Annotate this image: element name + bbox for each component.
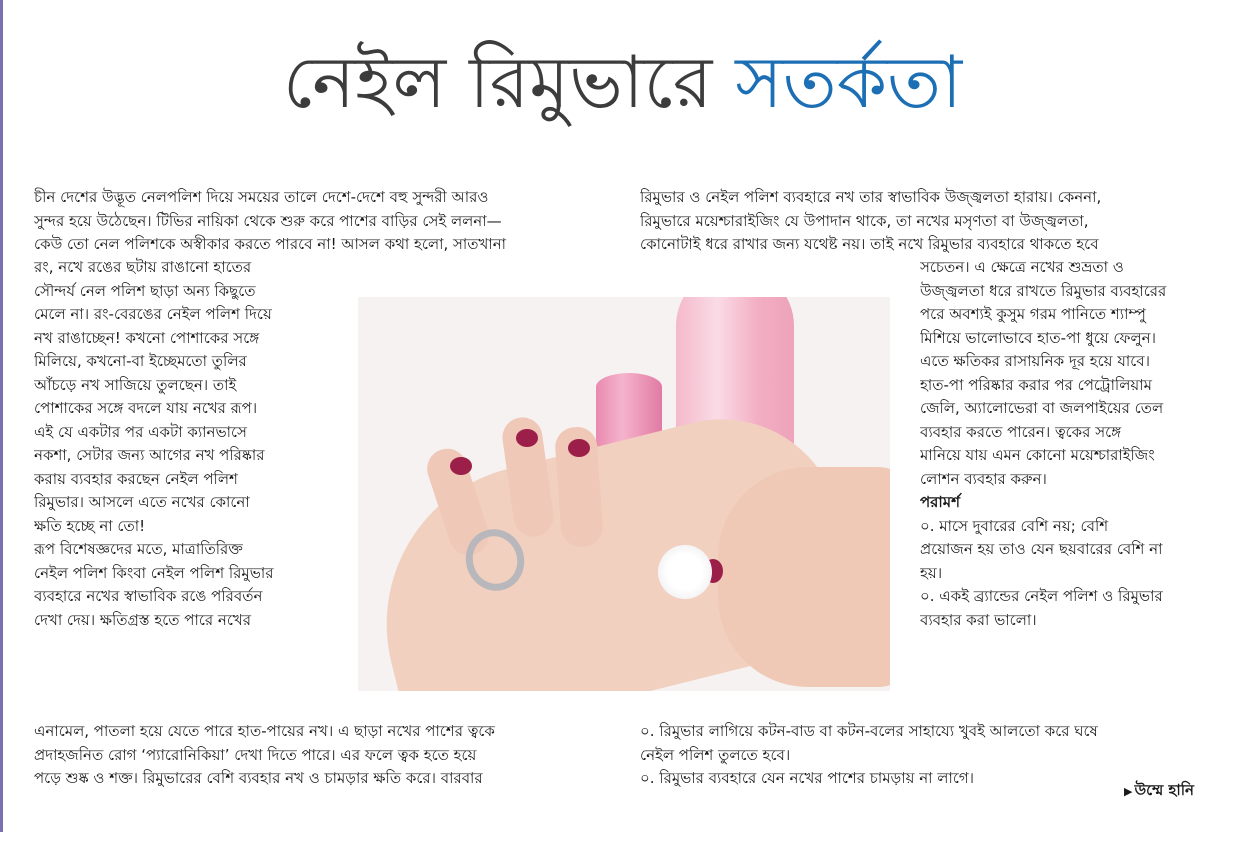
advice-heading: পরামর্শ <box>920 493 960 511</box>
text-line: মানিয়ে যায় এমন কোনো ময়েশ্চারাইজিং <box>920 446 1155 464</box>
text-line: ব্যবহার করতে পারেন। ত্বকের সঙ্গে <box>920 422 1122 441</box>
text-line: এতে ক্ষতিকর রাসায়নিক দূর হয়ে যাবে। <box>920 352 1151 370</box>
text-line: ০. রিমুভার লাগিয়ে কটন-বাড বা কটন-বলের সাহায্যে খুবই আলতো করে ঘষে <box>640 722 1098 740</box>
text-line: উজ্জ্বলতা ধরে রাখতে রিমুভার ব্যবহারের <box>920 281 1167 300</box>
text-line: ব্যবহারে নখের স্বাভাবিক রঙে পরিবর্তন <box>34 587 263 605</box>
text-line: কেউ তো নেল পলিশকে অস্বীকার করতে পারবে না! আসল কথা হলো, সাতখানা <box>34 235 507 253</box>
col2-intro <box>640 186 1220 257</box>
text-line: দেখা দেয়। ক্ষতিগ্রস্ত হতে পারে নখের <box>34 610 251 629</box>
text-line: হাত-পা পরিষ্কার করার পর পেট্রোলিয়াম <box>920 375 1152 394</box>
text-line: এই যে একটার পর একটা ক্যানভাসে <box>34 422 247 441</box>
text-line: সচেতন। এ ক্ষেত্রে নখের শুভ্রতা ও <box>920 258 1124 276</box>
text-line: নেইল পলিশ তুলতে হবে। <box>640 745 791 764</box>
author-byline <box>1124 779 1194 803</box>
text-line: রিমুভার ও নেইল পলিশ ব্যবহারে নখ তার স্বাভাবিক উজ্জ্বলতা হারায়। কেননা, <box>640 188 1102 206</box>
advice-line: ০. একই ব্র্যান্ডের নেইল পলিশ ও রিমুভার <box>920 587 1163 605</box>
text-line: রিমুভারে ময়েশ্চারাইজিং যে উপাদান থাকে, তা নখের মসৃণতা বা উজ্জ্বলতা, <box>640 211 1089 230</box>
text-line: মিশিয়ে ভালোভাবে হাত-পা ধুয়ে ফেলুন। <box>920 328 1156 347</box>
col1-intro <box>34 186 614 257</box>
text-line: সুন্দর হয়ে উঠেছেন। টিভির নায়িকা থেকে শুরু করে পাশের বাড়ির সেই ললনা— <box>34 211 502 230</box>
text-line: কোনোটাই ধরে রাখার জন্য যথেষ্ট নয়। তাই নখে রিমুভার ব্যবহারে থাকতে হবে <box>640 235 1099 253</box>
text-line: করায় ব্যবহার করছেন নেইল পলিশ <box>34 469 238 488</box>
text-line: নকশা, সেটার জন্য আগের নখ পরিষ্কার <box>34 446 265 464</box>
text-line: পরে অবশ্যই কুসুম গরম পানিতে শ্যাম্পু <box>920 305 1146 323</box>
painted-nail <box>516 429 538 447</box>
text-line: আঁচড়ে নখ সাজিয়ে তুলছেন। তাই <box>34 375 237 394</box>
text-line: লোশন ব্যবহার করুন। <box>920 469 1047 488</box>
text-line: নেইল পলিশ কিংবা নেইল পলিশ রিমুভার <box>34 563 274 582</box>
text-line: নখ রাঙাচ্ছেন! কখনো পোশাকের সঙ্গে <box>34 328 260 347</box>
right-hand <box>718 467 890 687</box>
author-name: উম্মে হানি <box>1134 781 1195 799</box>
col1-body <box>34 256 356 632</box>
text-line: চীন দেশের উদ্ভূত নেলপলিশ দিয়ে সময়ের তালে দেশে-দেশে বহু সুন্দরী আরও <box>34 188 489 206</box>
triangle-bullet-icon: ▶ <box>1124 785 1133 798</box>
text-line: রিমুভার। আসলে এতে নখের কোনো <box>34 493 250 511</box>
painted-nail <box>450 457 472 475</box>
painted-nail <box>568 439 590 457</box>
text-line: পড়ে শুষ্ক ও শক্ত। রিমুভারের বেশি ব্যবহার নখ ও চামড়ার ক্ষতি করে। বারবার <box>34 769 483 787</box>
col2-body <box>920 256 1225 632</box>
col2-ending <box>640 720 1120 791</box>
text-line: ০. রিমুভার ব্যবহারে যেন নখের পাশের চামড়ায় না লাগে। <box>640 769 975 787</box>
text-line: মিলিয়ে, কখনো-বা ইচ্ছেমতো তুলির <box>34 352 247 370</box>
text-line: পোশাকের সঙ্গে বদলে যায় নখের রূপ। <box>34 399 258 417</box>
text-line: রূপ বিশেষজ্ঞদের মতে, মাত্রাতিরিক্ত <box>34 540 243 558</box>
text-line: এনামেল, পাতলা হয়ে যেতে পারে হাত-পায়ের নখ। এ ছাড়া নখের পাশের ত্বকে <box>34 722 495 740</box>
headline-part2: সতর্কতা <box>735 40 963 124</box>
advice-line: হয়। <box>920 563 943 582</box>
headline-part1: নেইল রিমুভারে <box>282 40 713 124</box>
text-line: রং, নখে রঙের ছটায় রাঙানো হাতের <box>34 258 252 276</box>
cotton-pad <box>658 545 712 599</box>
headline <box>0 22 1245 142</box>
col1-ending <box>34 720 614 791</box>
advice-line: ০. মাসে দুবারের বেশি নয়; বেশি <box>920 516 1109 535</box>
article-photo <box>358 297 890 691</box>
text-line: সৌন্দর্য নেল পলিশ ছাড়া অন্য কিছুতে <box>34 281 256 300</box>
advice-line: প্রয়োজন হয় তাও যেন ছয়বারের বেশি না <box>920 540 1163 558</box>
text-line: ক্ষতি হচ্ছে না তো! <box>34 516 146 535</box>
text-line: প্রদাহজনিত রোগ ‘প্যারোনিকিয়া’ দেখা দিতে পারে। এর ফলে ত্বক হতে হয়ে <box>34 745 477 764</box>
text-line: জেলি, অ্যালোভেরা বা জলপাইয়ের তেল <box>920 399 1164 417</box>
advice-line: ব্যবহার করা ভালো। <box>920 610 1037 629</box>
text-line: মেলে না। রং-বেরঙের নেইল পলিশ দিয়ে <box>34 305 272 323</box>
